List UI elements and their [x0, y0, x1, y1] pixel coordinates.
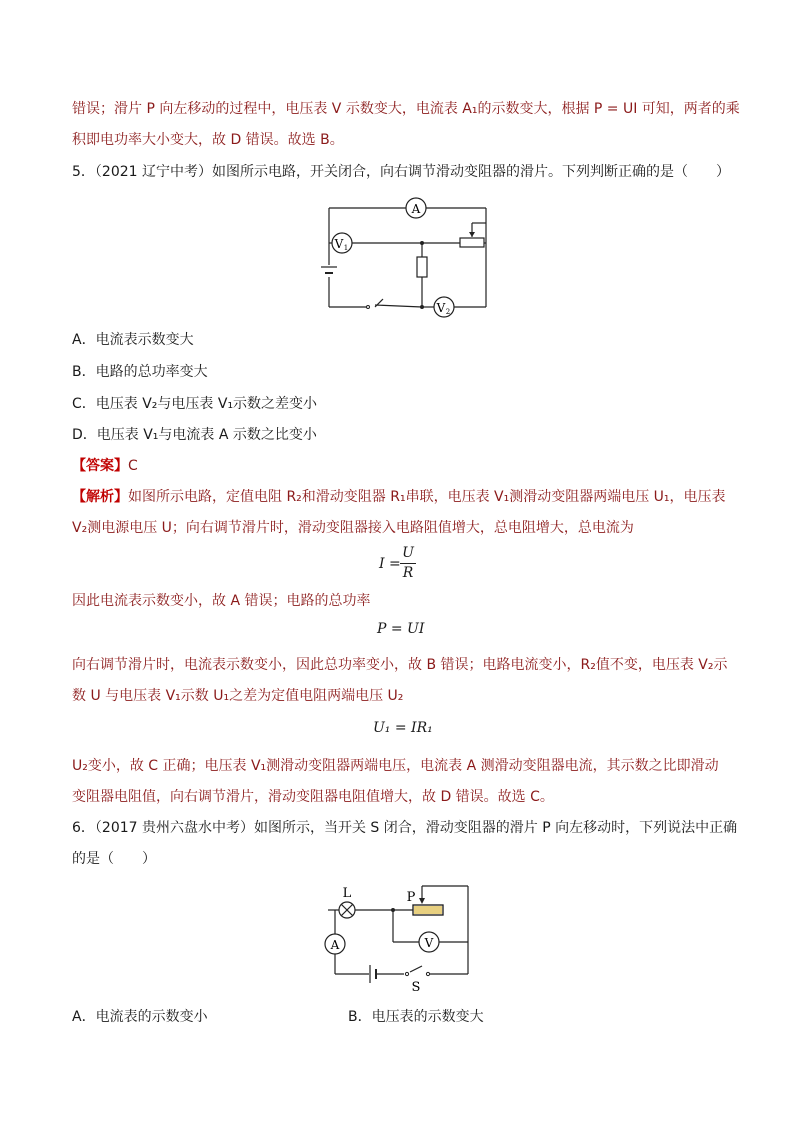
formula-power: P = UI — [377, 621, 425, 637]
q5-analysis-line-6: U₂变小，故 C 正确；电压表 V₁测滑动变阻器两端电压，电流表 A 测滑动变阻器电流，其示数之比即滑动 — [72, 758, 719, 774]
q6-stem-line-2: 的是（ ） — [72, 851, 156, 867]
q6-slider-label: P — [406, 890, 416, 905]
q5-stem: 5．（2021 辽宁中考）如图所示电路，开关闭合，向右调节滑动变阻器的滑片。下列判断正确的是（ ） — [72, 164, 730, 180]
q5-circuit-diagram — [315, 195, 500, 320]
prev-analysis-line-1: 错误；滑片 P 向左移动的过程中，电压表 V 示数变大，电流表 A₁的示数变大，根据 P = UI 可知，两者的乘 — [72, 101, 740, 117]
q5-analysis-line-7: 变阻器电阻值，向右调节滑片，滑动变阻器电阻值增大，故 D 错误。故选 C。 — [72, 789, 554, 805]
q5-analysis-line-1 — [72, 487, 726, 507]
q5-answer — [72, 456, 138, 476]
q6-voltmeter-label: V — [424, 936, 434, 950]
formula-ohm-numerator: U — [402, 545, 414, 561]
q6-lamp-label: L — [342, 886, 352, 901]
q5-v2-subscript: 2 — [445, 308, 451, 316]
formula-voltage: U₁ = IR₁ — [373, 720, 433, 736]
q6-switch-label: S — [411, 980, 421, 995]
analysis-tag: 【解析】 — [72, 489, 128, 505]
q5-v2-label: V — [436, 301, 446, 315]
formula-ohm-denominator: R — [402, 565, 414, 581]
q5-ammeter-label: A — [411, 202, 421, 216]
q6-circuit-diagram — [318, 880, 478, 995]
fraction-bar — [400, 563, 416, 564]
q6-option-a: A．电流表的示数变小 — [72, 1009, 208, 1025]
q5-option-c: C．电压表 V₂与电压表 V₁示数之差变小 — [72, 396, 318, 412]
q6-stem-line-1: 6．（2017 贵州六盘水中考）如图所示，当开关 S 闭合，滑动变阻器的滑片 P 向左移动时，下列说法中正确 — [72, 820, 738, 836]
q6-ammeter-label: A — [330, 938, 340, 952]
q6-option-b: B．电压表的示数变大 — [348, 1009, 484, 1025]
q5-option-d: D．电压表 V₁与电流表 A 示数之比变小 — [72, 427, 317, 443]
q5-option-a: A．电流表示数变大 — [72, 332, 194, 348]
q5-v1-label: V — [334, 237, 344, 251]
answer-value: C — [128, 458, 138, 474]
q5-analysis-line-3: 因此电流表示数变小，故 A 错误；电路的总功率 — [72, 593, 371, 609]
answer-tag: 【答案】 — [72, 458, 128, 474]
q5-analysis-line-4: 向右调节滑片时，电流表示数变小，因此总功率变小，故 B 错误；电路电流变小，R₂值不变，电压表 V₂示 — [72, 657, 728, 673]
formula-ohm-lhs: I = — [379, 556, 401, 572]
q5-option-b: B．电路的总功率变大 — [72, 364, 208, 380]
prev-analysis-line-2: 积即电功率大小变大，故 D 错误。故选 B。 — [72, 132, 344, 148]
q5-analysis-line-2: V₂测电源电压 U；向右调节滑片时，滑动变阻器接入电路阻值增大，总电阻增大，总电流为 — [72, 520, 634, 536]
q5-v1-subscript: 1 — [343, 244, 349, 252]
q5-analysis-line-5: 数 U 与电压表 V₁示数 U₁之差为定值电阻两端电压 U₂ — [72, 688, 404, 704]
analysis-text: 如图所示电路，定值电阻 R₂和滑动变阻器 R₁串联，电压表 V₁测滑动变阻器两端电压 U₁，电压表 — [128, 489, 726, 505]
